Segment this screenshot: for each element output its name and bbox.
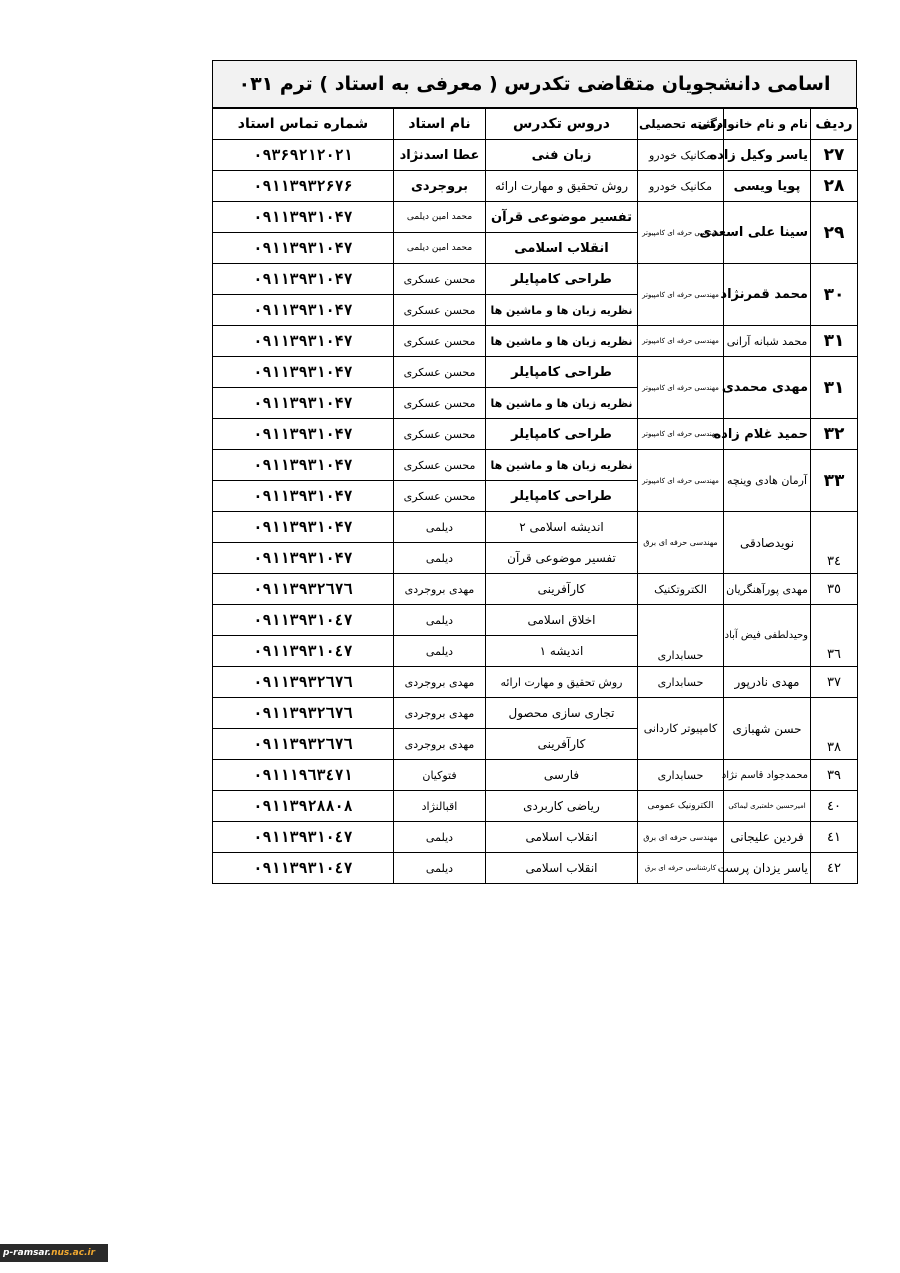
course-name: طراحی کامپایلر: [486, 419, 638, 450]
table-row: [213, 512, 858, 543]
teacher-name: دیلمی: [394, 853, 486, 884]
teacher-name: محسن عسکری: [394, 357, 486, 388]
field-of-study: الکترونیک عمومی: [638, 791, 724, 822]
teacher-name: مهدی بروجردی: [394, 729, 486, 760]
student-name: نویدصادقی: [724, 512, 811, 574]
teacher-phone: ۰۹۱۱۳۹۳۱۰٤۷: [213, 605, 394, 636]
teacher-phone: ۰۹۱۱۳۹۳۲٦۷٦: [213, 667, 394, 698]
student-name: حسن شهبازی: [724, 698, 811, 760]
field-of-study: مهندسی حرفه ای کامپیوتر: [638, 450, 724, 512]
field-of-study: مهندسی حرفه ای برق: [638, 822, 724, 853]
field-of-study: کارشناسی حرفه ای برق: [638, 853, 724, 884]
table-row: [213, 605, 858, 636]
table-row: [213, 326, 858, 357]
teacher-name: عطا اسدنژاد: [394, 140, 486, 171]
teacher-name: دیلمی: [394, 512, 486, 543]
teacher-phone: ۰۹۱۱۳۹۳۱۰٤۷: [213, 636, 394, 667]
field-of-study: حسابداری: [638, 667, 724, 698]
course-name: فارسی: [486, 760, 638, 791]
table-row: [213, 450, 858, 481]
teacher-phone: ۰۹۱۱۳۹۳۱۰۴۷: [213, 543, 394, 574]
teacher-phone: ۰۹۱۱۳۹۳۱۰۴۷: [213, 202, 394, 233]
student-name: آرمان هادی وینچه: [724, 450, 811, 512]
field-of-study: حسابداری: [638, 760, 724, 791]
teacher-name: محسن عسکری: [394, 326, 486, 357]
student-name: مهدی پورآهنگریان: [724, 574, 811, 605]
course-name: کارآفرینی: [486, 574, 638, 605]
teacher-name: فتوکیان: [394, 760, 486, 791]
teacher-name: مهدی بروجردی: [394, 698, 486, 729]
student-name: امیرحسین خلعتبری لیماکی: [724, 791, 811, 822]
row-number: ۳٦: [811, 605, 858, 667]
teacher-phone: ۰۹۱۱۳۹۳۱۰٤۷: [213, 853, 394, 884]
row-number: ۲۸: [811, 171, 858, 202]
course-name: روش تحقیق و مهارت ارائه: [486, 171, 638, 202]
table-row: [213, 171, 858, 202]
teacher-phone: ۰۹۱۱۳۹۳۲٦۷٦: [213, 574, 394, 605]
field-of-study: مهندسی حرفه ای برق: [638, 512, 724, 574]
table-row: [213, 667, 858, 698]
header-name: نام و نام خانوادگی: [724, 109, 811, 140]
table-row: [213, 698, 858, 729]
student-name: مهدی نادرپور: [724, 667, 811, 698]
field-of-study: مهندسی حرفه ای کامپیوتر: [638, 264, 724, 326]
row-number: ۳۱: [811, 326, 858, 357]
field-of-study: مهندسی حرفه ای کامپیوتر: [638, 419, 724, 450]
teacher-name: دیلمی: [394, 605, 486, 636]
row-number: ۳٥: [811, 574, 858, 605]
student-name: سینا علی اسعدی: [724, 202, 811, 264]
table-row: [213, 419, 858, 450]
table-row: [213, 791, 858, 822]
course-name: اخلاق اسلامی: [486, 605, 638, 636]
row-number: ۳۳: [811, 450, 858, 512]
teacher-phone: ۰۹۱۱۳۹۳۱۰۴۷: [213, 326, 394, 357]
field-of-study: الکتروتکنیک: [638, 574, 724, 605]
teacher-name: اقبالنژاد: [394, 791, 486, 822]
course-name: طراحی کامپایلر: [486, 264, 638, 295]
teacher-phone: ۰۹۱۱۳۹۳۱۰۴۷: [213, 419, 394, 450]
field-of-study: مکانیک خودرو: [638, 171, 724, 202]
row-number: ۳٤: [811, 512, 858, 574]
course-name: تفسیر موضوعی قرآن: [486, 543, 638, 574]
teacher-phone: ۰۹۱۱۳۹۳۲٦۷٦: [213, 698, 394, 729]
course-name: اندیشه ۱: [486, 636, 638, 667]
field-of-study: مهندسی حرفه ای کامپیوتر: [638, 326, 724, 357]
teacher-name: محسن عسکری: [394, 481, 486, 512]
teacher-name: مهدی بروجردی: [394, 574, 486, 605]
teacher-name: محسن عسکری: [394, 388, 486, 419]
student-name: حمید غلام زاده: [724, 419, 811, 450]
header-phone: شماره تماس استاد: [213, 109, 394, 140]
student-name: محمد شبانه آرانی: [724, 326, 811, 357]
teacher-phone: ۰۹۱۱۳۹۳۲۶۷۶: [213, 171, 394, 202]
footer-prefix: p-ramsar.: [3, 1248, 52, 1258]
student-name: یاسر وکیل زاده: [724, 140, 811, 171]
header-teacher: نام استاد: [394, 109, 486, 140]
teacher-phone: ۰۹۱۱۳۹۳۱۰۴۷: [213, 388, 394, 419]
course-name: نظریه زبان ها و ماشین ها: [486, 450, 638, 481]
course-name: نظریه زبان ها و ماشین ها: [486, 388, 638, 419]
table-row: [213, 140, 858, 171]
teacher-name: دیلمی: [394, 543, 486, 574]
teacher-phone: ۰۹۱۱۳۹۳۱۰۴۷: [213, 264, 394, 295]
teacher-phone: ۰۹۱۱۱۹٦۳٤۷۱: [213, 760, 394, 791]
header-field: رشته تحصیلی: [638, 109, 724, 140]
course-name: طراحی کامپایلر: [486, 357, 638, 388]
course-name: ریاضی کاربردی: [486, 791, 638, 822]
row-number: ۲۷: [811, 140, 858, 171]
field-of-study: حسابداری: [638, 605, 724, 667]
teacher-phone: ۰۹۱۱۳۹۳۱۰۴۷: [213, 450, 394, 481]
teacher-phone: ۰۹۳۶۹۲۱۲۰۲۱: [213, 140, 394, 171]
table-row: [213, 357, 858, 388]
course-name: نظریه زبان ها و ماشین ها: [486, 326, 638, 357]
teacher-phone: ۰۹۱۱۳۹۳۱۰۴۷: [213, 233, 394, 264]
teacher-name: محسن عسکری: [394, 295, 486, 326]
row-number: ٤۰: [811, 791, 858, 822]
teacher-name: بروجردی: [394, 171, 486, 202]
student-name: پویا ویسی: [724, 171, 811, 202]
row-number: ۳۲: [811, 419, 858, 450]
table-row: [213, 202, 858, 233]
row-number: ۳۸: [811, 698, 858, 760]
field-of-study: کامپیوتر کاردانی: [638, 698, 724, 760]
table-row: [213, 853, 858, 884]
course-name: نظریه زبان ها و ماشین ها: [486, 295, 638, 326]
table-row: [213, 574, 858, 605]
student-name: وحیدلطفی فیض آباد: [724, 605, 811, 667]
course-name: زبان فنی: [486, 140, 638, 171]
teacher-phone: ۰۹۱۱۳۹۳۱۰۴۷: [213, 357, 394, 388]
teacher-name: محسن عسکری: [394, 450, 486, 481]
course-name: انقلاب اسلامی: [486, 233, 638, 264]
course-name: طراحی کامپایلر: [486, 481, 638, 512]
teacher-phone: ۰۹۱۱۳۹۳۱۰٤۷: [213, 822, 394, 853]
field-of-study: مهندسی حرفه ای کامپیوتر: [638, 357, 724, 419]
student-name: محمد قمرنژاد: [724, 264, 811, 326]
teacher-phone: ۰۹۱۱۳۹۳۲٦۷٦: [213, 729, 394, 760]
row-number: ٤۱: [811, 822, 858, 853]
page-title: اسامی دانشجویان متقاضی تکدرس ( معرفی به استاد ) ترم ۰۳۱: [212, 60, 857, 108]
table-row: [213, 822, 858, 853]
course-name: اندیشه اسلامی ۲: [486, 512, 638, 543]
teacher-phone: ۰۹۱۱۳۹۲۸۸۰۸: [213, 791, 394, 822]
teacher-name: دیلمی: [394, 636, 486, 667]
header-course: دروس تکدرس: [486, 109, 638, 140]
table-header-row: [213, 109, 858, 140]
footer-domain: nus.ac.ir: [51, 1248, 96, 1258]
course-name: روش تحقیق و مهارت ارائه: [486, 667, 638, 698]
student-list-sheet: [212, 60, 857, 884]
student-name: یاسر یزدان پرست: [724, 853, 811, 884]
row-number: ۳۹: [811, 760, 858, 791]
row-number: ۳۱: [811, 357, 858, 419]
course-name: تفسیر موضوعی قرآن: [486, 202, 638, 233]
field-of-study: مهندسی حرفه ای کامپیوتر: [638, 202, 724, 264]
table-row: [213, 760, 858, 791]
student-name: محمدجواد قاسم نژاد: [724, 760, 811, 791]
row-number: ۳۷: [811, 667, 858, 698]
teacher-name: مهدی بروجردی: [394, 667, 486, 698]
teacher-name: محمد امین دیلمی: [394, 202, 486, 233]
header-row-number: ردیف: [811, 109, 858, 140]
row-number: ۲۹: [811, 202, 858, 264]
teacher-name: محسن عسکری: [394, 419, 486, 450]
website-footer-banner: [0, 1244, 108, 1262]
teacher-name: دیلمی: [394, 822, 486, 853]
course-name: کارآفرینی: [486, 729, 638, 760]
row-number: ۳۰: [811, 264, 858, 326]
table-row: [213, 264, 858, 295]
student-name: فردین علیجانی: [724, 822, 811, 853]
course-name: انقلاب اسلامی: [486, 822, 638, 853]
row-number: ٤۲: [811, 853, 858, 884]
teacher-phone: ۰۹۱۱۳۹۳۱۰۴۷: [213, 512, 394, 543]
teacher-name: محمد امین دیلمی: [394, 233, 486, 264]
student-name: مهدی محمدی: [724, 357, 811, 419]
teacher-phone: ۰۹۱۱۳۹۳۱۰۴۷: [213, 481, 394, 512]
course-name: تجاری سازی محصول: [486, 698, 638, 729]
teacher-phone: ۰۹۱۱۳۹۳۱۰۴۷: [213, 295, 394, 326]
field-of-study: مکانیک خودرو: [638, 140, 724, 171]
teacher-name: محسن عسکری: [394, 264, 486, 295]
students-table: [212, 108, 858, 884]
course-name: انقلاب اسلامی: [486, 853, 638, 884]
